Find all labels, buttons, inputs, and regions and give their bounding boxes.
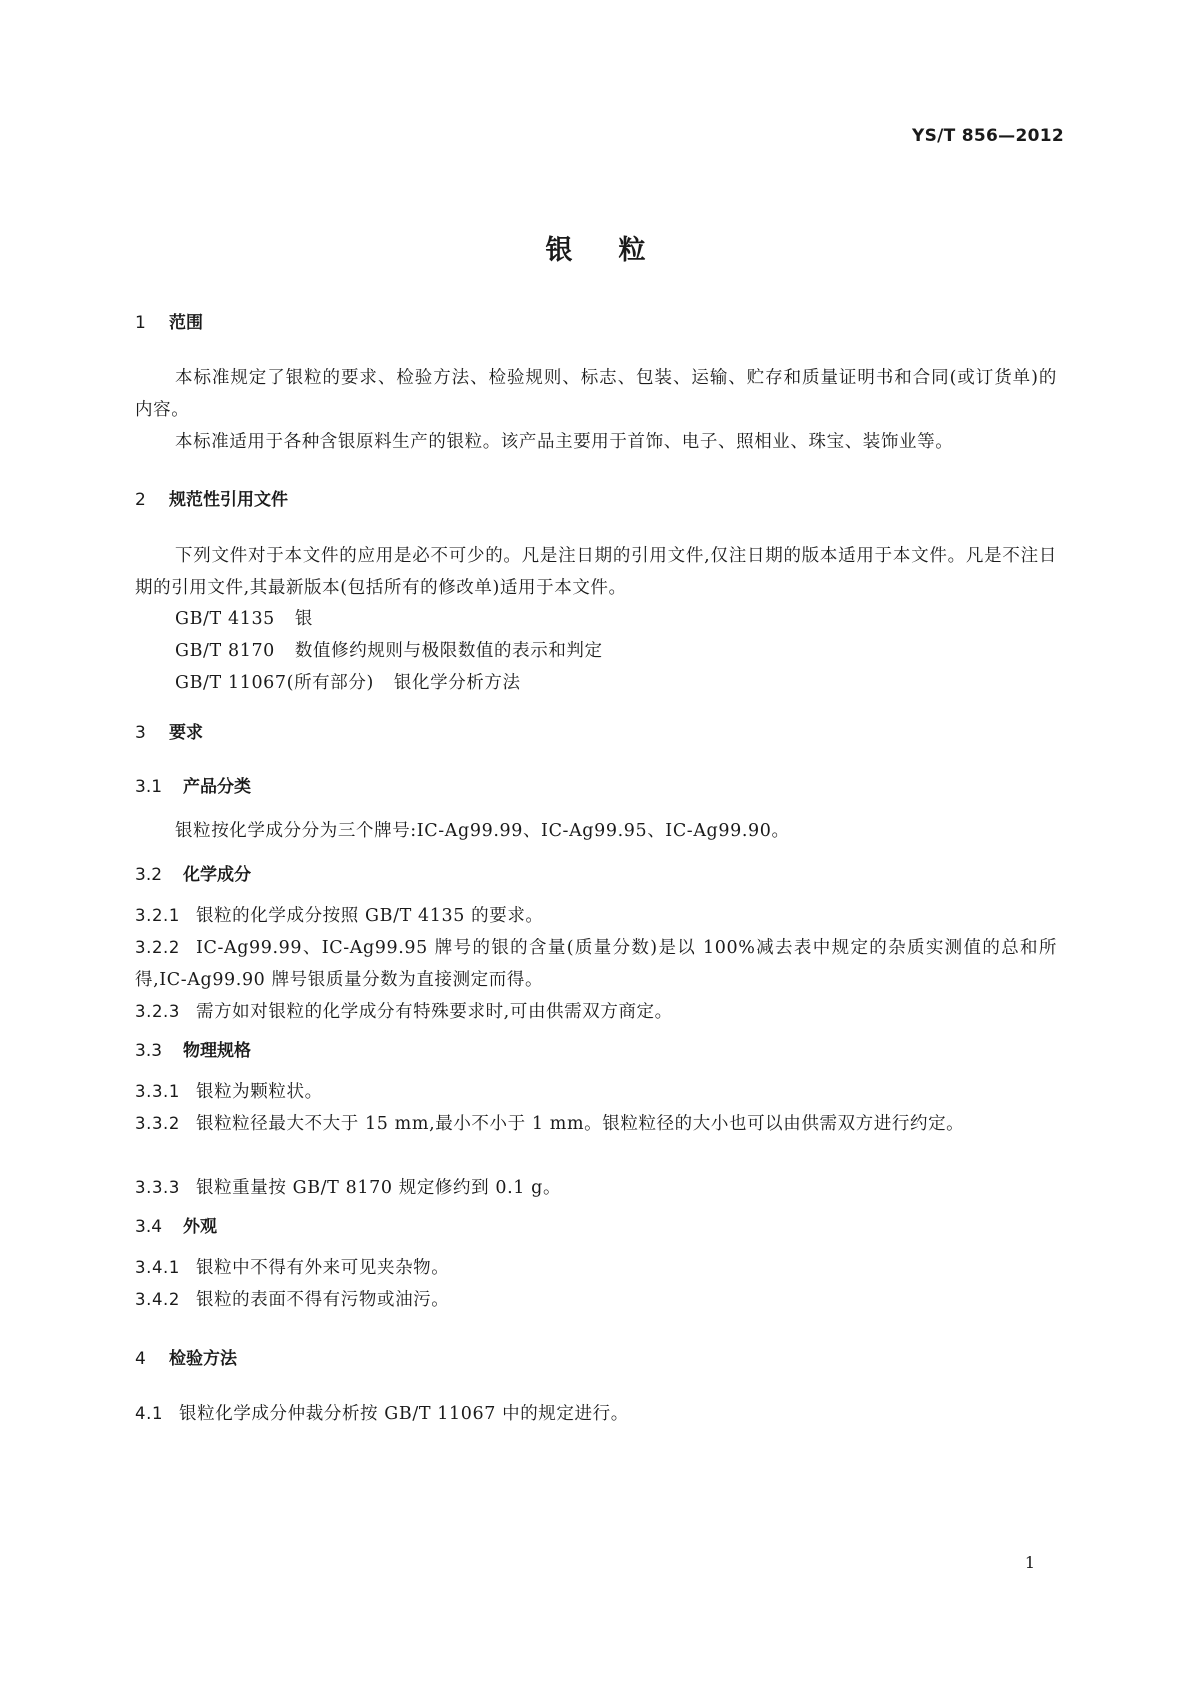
clause-number: 4.1 [135, 1404, 164, 1423]
clause-3-3-2 [135, 1108, 1057, 1140]
reference-item [175, 605, 313, 630]
clause-3-3-1 [135, 1076, 1057, 1108]
reference-title: 数值修约规则与极限数值的表示和判定 [294, 641, 603, 661]
clause-4-1 [135, 1398, 1057, 1430]
section-3-3-heading [135, 1036, 251, 1061]
section-3-4-heading [135, 1212, 217, 1237]
clause-text: 需方如对银粒的化学成分有特殊要求时,可由供需双方商定。 [195, 1002, 673, 1022]
section-title: 检验方法 [169, 1349, 237, 1369]
section-number: 1 [135, 313, 146, 333]
section-title: 外观 [183, 1217, 217, 1237]
clause-number: 3.3.3 [135, 1178, 180, 1197]
section-1-paragraph-2: 本标准适用于各种含银原料生产的银粒。该产品主要用于首饰、电子、照相业、珠宝、装饰业等。 [175, 432, 954, 452]
clause-text: 银粒粒径最大不大于 15 mm,最小不小于 1 mm。银粒粒径的大小也可以由供需双方进行约定。 [195, 1114, 965, 1134]
reference-item [175, 637, 603, 662]
reference-code: GB/T 8170 [175, 641, 275, 661]
section-3-1-heading [135, 772, 251, 797]
section-number: 3.4 [135, 1217, 163, 1237]
clause-text: 银粒为颗粒状。 [195, 1082, 323, 1102]
clause-number: 3.4.1 [135, 1258, 180, 1277]
reference-code: GB/T 11067(所有部分) [175, 673, 374, 693]
section-title: 要求 [169, 723, 203, 743]
reference-title: 银 [294, 609, 314, 629]
section-number: 4 [135, 1349, 146, 1369]
standard-number: YS/T 856—2012 [912, 126, 1064, 146]
clause-number: 3.4.2 [135, 1290, 180, 1309]
section-title: 物理规格 [183, 1041, 251, 1061]
clause-3-2-3 [135, 996, 1057, 1028]
clause-3-4-1 [135, 1252, 1057, 1284]
clause-text: 银粒中不得有外来可见夹杂物。 [195, 1258, 450, 1278]
document-title: 银粒 [545, 235, 692, 266]
clause-text: 银粒的表面不得有污物或油污。 [195, 1290, 450, 1310]
clause-text: IC-Ag99.99、IC-Ag99.95 牌号的银的含量(质量分数)是以 100%减去表中规定的杂质实测值的总和所得,IC-Ag99.90 牌号银质量分数为直接测定而得。 [135, 938, 1057, 990]
section-1-heading [135, 308, 203, 333]
section-2-heading [135, 485, 288, 510]
section-4-heading [135, 1344, 237, 1369]
section-3-heading [135, 718, 203, 743]
clause-text: 银粒重量按 GB/T 8170 规定修约到 0.1 g。 [195, 1178, 562, 1198]
section-3-2-heading [135, 860, 251, 885]
clause-text: 银粒的化学成分按照 GB/T 4135 的要求。 [195, 906, 544, 926]
clause-number: 3.2.3 [135, 1002, 180, 1021]
section-number: 3.2 [135, 865, 163, 885]
clause-3-3-3 [135, 1172, 1057, 1204]
section-title: 规范性引用文件 [169, 490, 288, 510]
clause-text: 银粒化学成分仲裁分析按 GB/T 11067 中的规定进行。 [179, 1404, 629, 1424]
section-title: 范围 [169, 313, 203, 333]
page-number: 1 [1024, 1553, 1035, 1572]
clause-3-2-2 [135, 932, 1057, 996]
section-1-paragraph-1: 本标准规定了银粒的要求、检验方法、检验规则、标志、包装、运输、贮存和质量证明书和合同(或订货单)的内容。 [135, 368, 1057, 420]
clause-3-2-1 [135, 900, 1057, 932]
section-2-paragraph-1: 下列文件对于本文件的应用是必不可少的。凡是注日期的引用文件,仅注日期的版本适用于本文件。凡是不注日期的引用文件,其最新版本(包括所有的修改单)适用于本文件。 [135, 546, 1057, 598]
clause-number: 3.3.2 [135, 1114, 180, 1133]
section-number: 3.1 [135, 777, 163, 797]
section-number: 3.3 [135, 1041, 163, 1061]
reference-item [175, 669, 521, 694]
section-title: 化学成分 [183, 865, 251, 885]
clause-number: 3.2.1 [135, 906, 180, 925]
clause-number: 3.2.2 [135, 938, 180, 957]
section-3-1-text: 银粒按化学成分分为三个牌号:IC-Ag99.99、IC-Ag99.95、IC-Ag99.90。 [175, 821, 790, 841]
section-number: 3 [135, 723, 146, 743]
clause-number: 3.3.1 [135, 1082, 180, 1101]
section-number: 2 [135, 490, 146, 510]
clause-3-4-2 [135, 1284, 1057, 1316]
reference-title: 银化学分析方法 [393, 673, 521, 693]
section-title: 产品分类 [183, 777, 251, 797]
reference-code: GB/T 4135 [175, 609, 275, 629]
